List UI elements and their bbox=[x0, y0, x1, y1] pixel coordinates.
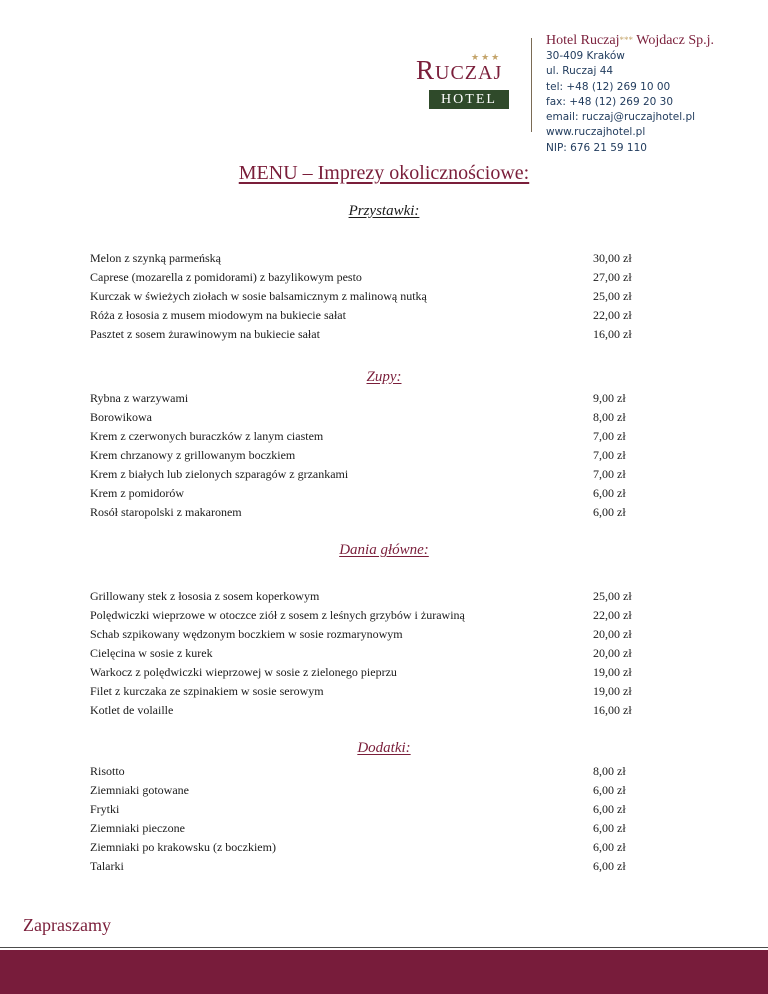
menu-item bbox=[90, 270, 640, 288]
item-name: Krem z czerwonych buraczków z lanym ciastem bbox=[90, 429, 324, 443]
menu-item bbox=[90, 486, 640, 504]
item-price: 6,00 zł bbox=[593, 802, 626, 816]
item-price: 20,00 zł bbox=[593, 646, 632, 660]
menu-item bbox=[90, 703, 640, 721]
menu-item bbox=[90, 840, 640, 858]
item-price: 7,00 zł bbox=[593, 467, 626, 481]
item-price: 22,00 zł bbox=[593, 608, 632, 622]
item-price: 7,00 zł bbox=[593, 429, 626, 443]
section-title-dania-glowne: Dania główne: bbox=[339, 542, 429, 558]
menu-item bbox=[90, 589, 640, 607]
item-name: Ziemniaki gotowane bbox=[90, 783, 189, 797]
item-name: Róża z łososia z musem miodowym na bukiecie sałat bbox=[90, 308, 346, 322]
item-name: Schab szpikowany wędzonym boczkiem w sosie rozmarynowym bbox=[90, 627, 403, 641]
section-title-zupy: Zupy: bbox=[366, 369, 402, 385]
item-price: 8,00 zł bbox=[593, 764, 626, 778]
item-price: 25,00 zł bbox=[593, 589, 632, 603]
footer-invitation: Zapraszamy bbox=[23, 915, 111, 935]
menu-item bbox=[90, 410, 640, 428]
contact-phone: tel: +48 (12) 269 10 00 bbox=[546, 80, 671, 93]
item-name: Rybna z warzywami bbox=[90, 391, 189, 405]
item-price: 6,00 zł bbox=[593, 783, 626, 797]
item-name: Cielęcina w sosie z kurek bbox=[90, 646, 213, 660]
item-name: Polędwiczki wieprzowe w otoczce ziół z sosem z leśnych grzybów i żurawiną bbox=[90, 608, 465, 622]
item-name: Ziemniaki po krakowsku (z boczkiem) bbox=[90, 840, 276, 854]
contact-fax: fax: +48 (12) 269 20 30 bbox=[546, 95, 674, 108]
item-price: 20,00 zł bbox=[593, 627, 632, 641]
contact-address: 30-409 Kraków bbox=[546, 50, 625, 62]
item-name: Pasztet z sosem żurawinowym na bukiecie sałat bbox=[90, 327, 320, 341]
section-title-dodatki: Dodatki: bbox=[357, 740, 411, 756]
item-name: Kurczak w świeżych ziołach w sosie balsamicznym z malinową nutką bbox=[90, 289, 427, 303]
menu-item bbox=[90, 821, 640, 839]
item-name: Melon z szynką parmeńską bbox=[90, 251, 221, 265]
menu-item bbox=[90, 802, 640, 820]
menu-item bbox=[90, 627, 640, 645]
item-name: Krem z pomidorów bbox=[90, 486, 184, 500]
item-name: Caprese (mozarella z pomidorami) z bazylikowym pesto bbox=[90, 270, 362, 284]
contact-website: www.ruczajhotel.pl bbox=[546, 126, 646, 139]
item-name: Kotlet de volaille bbox=[90, 703, 174, 717]
menu-item bbox=[90, 608, 640, 626]
footer-divider bbox=[0, 947, 768, 948]
section-title-przystawki: Przystawki: bbox=[348, 203, 420, 219]
item-name: Filet z kurczaka ze szpinakiem w sosie serowym bbox=[90, 684, 324, 698]
menu-item bbox=[90, 665, 640, 683]
item-name: Risotto bbox=[90, 764, 125, 778]
contact-email: email: ruczaj@ruczajhotel.pl bbox=[546, 111, 696, 124]
item-name: Rosół staropolski z makaronem bbox=[90, 505, 242, 519]
item-price: 6,00 zł bbox=[593, 859, 626, 873]
item-price: 9,00 zł bbox=[593, 391, 626, 405]
menu-item bbox=[90, 391, 640, 409]
menu-item bbox=[90, 505, 640, 523]
item-name: Krem z białych lub zielonych szparagów z grzankami bbox=[90, 467, 349, 481]
item-price: 7,00 zł bbox=[593, 448, 626, 462]
menu-item bbox=[90, 783, 640, 801]
logo-stars: ★★★ bbox=[471, 52, 502, 62]
item-price: 6,00 zł bbox=[593, 840, 626, 854]
contact-block bbox=[546, 32, 714, 156]
menu-item bbox=[90, 308, 640, 326]
item-price: 19,00 zł bbox=[593, 684, 632, 698]
item-price: 25,00 zł bbox=[593, 289, 632, 303]
menu-item bbox=[90, 429, 640, 447]
item-price: 27,00 zł bbox=[593, 270, 632, 284]
menu-item bbox=[90, 251, 640, 269]
menu-title: MENU – Imprezy okolicznościowe: bbox=[238, 162, 530, 184]
menu-item bbox=[90, 327, 640, 345]
item-name: Warkocz z polędwiczki wieprzowej w sosie z zielonego pieprzu bbox=[90, 665, 397, 679]
company-name: Hotel Ruczaj*** Wojdacz Sp.j. bbox=[546, 33, 715, 48]
footer-bar bbox=[0, 950, 768, 994]
item-price: 6,00 zł bbox=[593, 505, 626, 519]
item-name: Frytki bbox=[90, 802, 120, 816]
hotel-logo bbox=[414, 50, 506, 112]
logo-hotel-badge: HOTEL bbox=[429, 90, 509, 109]
item-price: 19,00 zł bbox=[593, 665, 632, 679]
item-price: 6,00 zł bbox=[593, 486, 626, 500]
item-name: Borowikowa bbox=[90, 410, 152, 424]
item-price: 22,00 zł bbox=[593, 308, 632, 322]
item-price: 16,00 zł bbox=[593, 327, 632, 341]
item-price: 30,00 zł bbox=[593, 251, 632, 265]
item-price: 8,00 zł bbox=[593, 410, 626, 424]
menu-item bbox=[90, 448, 640, 466]
item-name: Grillowany stek z łososia z sosem koperkowym bbox=[90, 589, 320, 603]
menu-item bbox=[90, 684, 640, 702]
item-price: 16,00 zł bbox=[593, 703, 632, 717]
contact-street: ul. Ruczaj 44 bbox=[546, 65, 614, 78]
menu-item bbox=[90, 646, 640, 664]
item-price: 6,00 zł bbox=[593, 821, 626, 835]
logo-wordmark: RUCZAJ bbox=[416, 55, 503, 85]
menu-item bbox=[90, 764, 640, 782]
item-name: Ziemniaki pieczone bbox=[90, 821, 185, 835]
item-name: Talarki bbox=[90, 859, 124, 873]
menu-item bbox=[90, 289, 640, 307]
menu-item bbox=[90, 467, 640, 485]
item-name: Krem chrzanowy z grillowanym boczkiem bbox=[90, 448, 296, 462]
contact-nip: NIP: 676 21 59 110 bbox=[546, 141, 647, 154]
menu-item bbox=[90, 859, 640, 877]
header-divider bbox=[531, 38, 532, 132]
